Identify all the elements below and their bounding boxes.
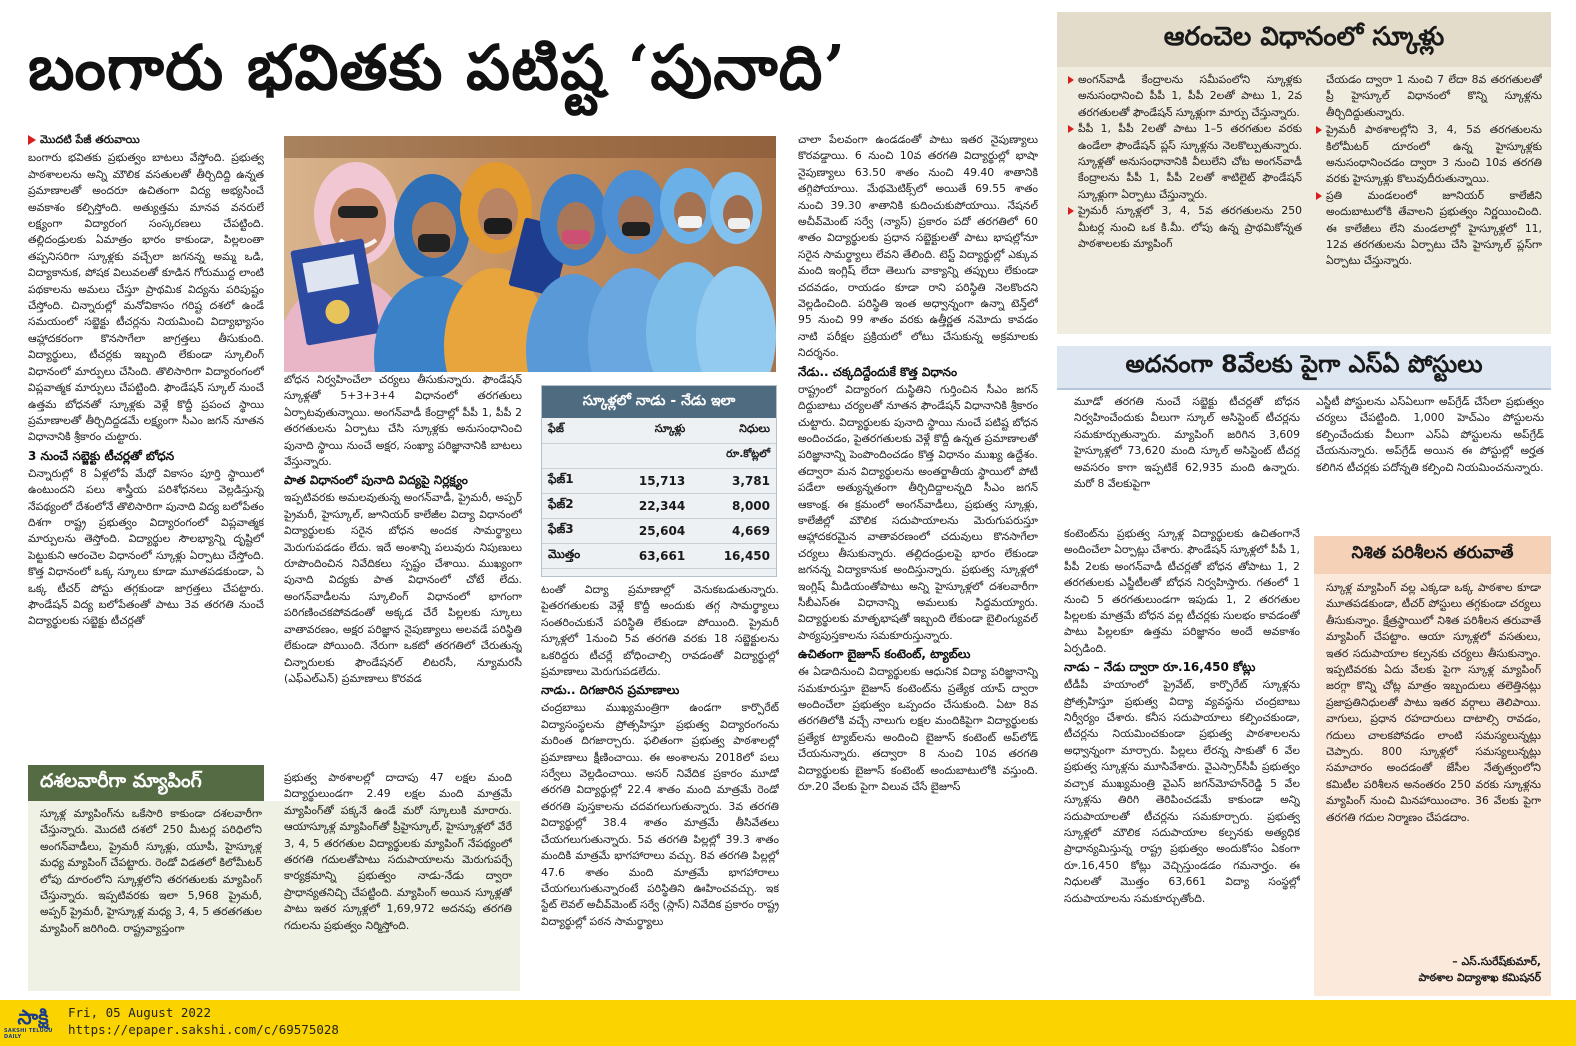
bullet-item: ప్రైమరీ పాఠశాలల్లోని 3, 4, 5వ తరగతులను కిలోమీటర్ దూరంలో ఉన్న హైస్కూళ్లకు అనుసంధానించడం ద్వారా 3 నుంచి 10వ తరగతి వరకు హైస్కూళ్లు కొలువుదీరుతున్నాయి. <box>1316 122 1542 188</box>
edition-url[interactable]: https://epaper.sakshi.com/c/69575028 <box>68 1022 339 1037</box>
sakshi-logo[interactable] <box>4 1003 62 1043</box>
subheading: ఉచితంగా బైజూస్ కంటెంట్, ట్యాబ్‌లు <box>798 647 971 662</box>
schools-cell: 63,661 <box>606 543 691 568</box>
headline: బంగారు భవితకు పటిష్ట ‘పునాది’ <box>28 31 847 104</box>
six-tier-box-title: ఆరంచెల విధానంలో స్కూళ్లు <box>1057 12 1551 67</box>
paragraph: టీడీపీ హయాంలో ప్రైవేట్, కార్పొరేట్ స్కూళ్లను ప్రోత్సహిస్తూ ప్రభుత్వ విద్యా వ్యవస్థను చంద్రబాబు నిర్వీర్యం చేశారు. కనీస సదుపాయాలు కల్పించకుండా, టీచర్లను నియమించకుండా ప్రభుత్వ పాఠశాలలను అధ్వాన్నంగా మార్చారు. పిల్లలు లేరన్న సాకుతో 6 వేల ప్రభుత్వ స్కూళ్లను మూసివేశారు. వైఎస్సార్‌సీపీ ప్రభుత్వం వచ్చాక ముఖ్యమంత్రి వైఎస్ జగన్‌మోహన్‌రెడ్డి 5 వేల స్కూళ్లను తిరిగి తెరిపించడమే కాకుండా అన్ని సదుపాయాలతో టీచర్లను సమకూర్చారు. ప్రభుత్వ స్కూళ్లలో మౌలిక సదుపాయాల కల్పనకు అత్యధిక ప్రాధాన్యమిస్తున్న రాష్ట్ర ప్రభుత్వం అందుకోసం ఏకంగా రూ.16,450 కోట్లు వెచ్చిస్తుండడం గమనార్హం. ఈ నిధులతో మొత్తం 63,661 విద్యా సంస్థల్లో సదుపాయాలను సమకూర్చుతోంది. <box>1064 678 1300 905</box>
funds-cell: 4,669 <box>691 518 776 543</box>
phase-cell: ఫేజ్3 <box>542 518 606 543</box>
paragraph: టంతో విద్యా ప్రమాణాల్లో వెనుకబడుతున్నారు. పైతరగతులకు వెళ్లే కొద్దీ అందుకు తగ్గ సామర్థ్యాలు సంతరించుకునే పరిస్థితి లేకుండా పోయింది. ప్రైమరీ స్కూళ్లలో 1నుంచి 5వ తరగతి వరకు 18 సబ్జెక్టులను ఒకరిద్దరు టీచర్లే బోధించాల్సి రావడంతో విద్యార్థుల్లో ప్రమాణాలు మెరుగుపడలేదు. <box>541 583 779 679</box>
column-header: స్కూళ్లు <box>606 418 691 443</box>
sa-posts-title: అదనంగా 8వేలకు పైగా ఎస్ఏ పోస్టులు <box>1057 346 1551 390</box>
continuation-note[interactable] <box>28 132 264 148</box>
signature-name: – ఎస్.సురేష్‌కుమార్, <box>1452 955 1541 968</box>
nadu-nedu-table-box <box>541 385 777 577</box>
table-row <box>542 518 776 543</box>
column-header: నిధులు <box>691 418 776 443</box>
commissioner-quote-text: స్కూళ్ల మ్యాపింగ్ వల్ల ఎక్కడా ఒక్క పాఠశాల కూడా మూతపడకుండా, టీచర్ పోస్టులు తగ్గకుండా చర్యలు తీసుకున్నాం. క్షేత్రస్థాయిలో నిశిత పరిశీలన తరువాతే మ్యాపింగ్ చేపట్టాం. ఆయా స్కూళ్లలో వసతులు, ఇతర సదుపాయాల కల్పనకు చర్యలు తీసుకున్నాం. ఇప్పటివరకు ఏదు వేలకు పైగా స్కూళ్ల మ్యాపింగ్ జరగ్గా కొన్ని చోట్ల మాత్రం ఇబ్బందులు తలెత్తినట్లు ప్రజాప్రతినిధులతో పాటు ఇతర వర్గాలు తెలిపాయి. వాగులు, ప్రధాన రహదారులు దాటాల్సి రావడం, గదులు చాలకపోవడం లాంటి సమస్యలున్నట్లు చెప్పారు. 800 స్కూళ్లలో సమస్యలున్నట్లు సమాచారం అందడంతో జేసీల నేతృత్వంలోని కమిటీల పరిశీలన అనంతరం 250 వరకు స్కూళ్లను మ్యాపింగ్ నుంచి మినహాయించాం. 36 వేలకు పైగా తరగతి గదుల నిర్మాణం చేపడదాం. <box>1326 581 1541 824</box>
six-tier-left-column <box>1068 72 1302 330</box>
students-illustration <box>284 136 776 372</box>
schools-cell: 22,344 <box>606 493 691 518</box>
table-row <box>542 493 776 518</box>
continuation-label: మొదటి పేజీ తరువాయి <box>40 133 140 146</box>
nadu-nedu-table <box>542 418 776 569</box>
sa-posts-text-right: ఎస్జీటీ పోస్టులను ఎస్ఏలుగా అప్‌గ్రేడ్ చేసేలా ప్రభుత్వం చర్యలు చేపట్టింది. 1,000 హెచ్ఎం పోస్టులను కల్పించేందుకు వీలుగా ఎస్ఏ పోస్టులను అప్‌గ్రేడ్ చేయనున్నారు. అప్‌గ్రేడ్ అయిన ఈ పోస్టుల్లో అర్హత కలిగిన టీచర్లకు పదోన్నతి కల్పించి నియమించనున్నారు. <box>1316 395 1544 474</box>
bullet-arrow-icon <box>1316 126 1322 134</box>
commissioner-box-title: నిశిత పరిశీలన తరువాతే <box>1314 536 1551 574</box>
funds-cell: 3,781 <box>691 468 776 493</box>
funds-cell: 16,450 <box>691 543 776 568</box>
mapping-box-title: దశలవారీగా మ్యాపింగ్ <box>28 765 264 801</box>
table-title: స్కూళ్లలో నాడు - నేడు ఇలా <box>542 386 776 418</box>
students-photo <box>284 136 776 372</box>
funds-cell: 8,000 <box>691 493 776 518</box>
bullet-arrow-icon <box>1068 125 1074 133</box>
subheading: 3 నుంచే సబ్జెక్టు టీచర్లతో బోధన <box>28 448 175 463</box>
article-column-4 <box>541 582 779 994</box>
bullet-item: పీపీ 1, పీపీ 2లతో పాటు 1–5 తరగతుల వరకు ఉండేలా ఫౌండేషన్ ప్లస్ స్కూళ్లను నెలకొల్పుతున్నారు. స్కూళ్లతో అనుసంధానానికి వీలులేని చోట అంగన్‌వాడీ కేంద్రాలను పీపీ 1, పీపీ 2లతో శాటిలైట్ ఫౌండేషన్ స్కూళ్లుగా ఏర్పాటు చేస్తున్నారు. <box>1068 121 1302 203</box>
article-column-5 <box>1064 526 1300 994</box>
arrow-right-icon <box>28 135 36 145</box>
paragraph: చేయడం ద్వారా 1 నుంచి 7 లేదా 8వ తరగతులతో ప్రీ హైస్కూల్ విధానంలో కొన్ని స్కూళ్లను తీర్చిదిద్దుతున్నారు. <box>1326 73 1542 119</box>
subheading: నాడు – నేడు ద్వారా రూ.16,450 కోట్లు <box>1064 660 1256 675</box>
logo-text: సాక్షి <box>17 1005 49 1029</box>
phase-cell: ఫేజ్1 <box>542 468 606 493</box>
article-column-2 <box>284 372 522 762</box>
table-row-total <box>542 543 776 568</box>
subheading: నాడు.. దిగజారిన ప్రమాణాలు <box>541 683 680 698</box>
commissioner-quote-box <box>1314 536 1551 996</box>
article-column-3 <box>798 132 1038 994</box>
six-tier-right-column <box>1316 72 1542 330</box>
column-header: ఫేజ్ <box>542 418 606 443</box>
bullet-item: ప్రైమరీ స్కూళ్లలో 3, 4, 5వ తరగతులను 250 మీటర్ల నుంచి ఒక కి.మీ. లోపు ఉన్న ప్రాథమికోన్నత పాఠశాలలకు మ్యాపింగ్ <box>1068 203 1302 252</box>
mapping-text-right: ప్రభుత్వ పాఠశాలల్లో దాదాపు 47 లక్షల మంది విద్యార్థులుండగా 2.49 లక్షల మంది మాత్రమే మ్యాపింగ్‌తో పక్కనే ఉండే మరో స్కూలుకి మారారు. ఆయాస్కూళ్ల మ్యాపింగ్‌తో ప్రీహైస్కూల్, హైస్కూళ్లలో వేరే 3, 4, 5 తరగతుల విద్యార్థులకు మ్యాపింగ్ నేపథ్యంలో తరగతి గదులతోపాటు సదుపాయాలను మెరుగుపర్చే కార్యక్రమాన్ని ప్రభుత్వం నాడు-నేడు ద్వారా ప్రాధాన్యతనిచ్చి చేపట్టింది. మ్యాపింగ్ అయిన స్కూళ్లతో పాటు ఇతర స్కూళ్లలో 1,69,972 అదనపు తరగతి గదులను ప్రభుత్వం నిర్మిస్తోంది. <box>284 771 512 932</box>
paragraph: కంటెంట్‌ను ప్రభుత్వ స్కూళ్ల విద్యార్థులకు ఉచితంగానే అందించేలా ఏర్పాట్లు చేశారు. ఫౌండేషన్ స్కూళ్లలో పీపీ 1, పీపీ 2లకు అంగన్‌వాడీ టీచర్లతో బోధన తోపాటు 1, 2 తరగతులకు ఎస్జీటీలతో బోధన నిర్వహిస్తారు. గతంలో 1 నుంచి 5 తరగతులుండగా ఇపుడు 1, 2 తరగతుల పిల్లలకు మాత్రమే బోధన వల్ల టీచర్లకు సులభం కావడంతో పాటు పిల్లలకూ ఉత్తమ పరిజ్ఞానం అందే అవకాశం ఏర్పడింది. <box>1064 527 1300 655</box>
paragraph: చాలా పేలవంగా ఉండడంతో పాటు ఇతర నైపుణ్యాలు కొరవడ్డాయి. 6 నుంచి 10వ తరగతి విద్యార్థుల్లో భాషా నైపుణ్యాలు 63.50 శాతం నుంచి 49.40 శాతానికి తగ్గిపోయాయి. మేథమెటిక్స్‌లో అయితే 69.55 శాతం నుంచి 39.30 శాతానికి కుదించుకుపోయాయి. నేషనల్ అచీవ్‌మెంట్ సర్వే (న్యాస్) ప్రకారం పదో తరగతిలో 60 శాతం విద్యార్థులకు ప్రధాన సబ్జెక్టులతో పాటు భాషల్లోనూ సరైన సామర్థ్యాలు లేవని తేలింది. టెస్ట్ విద్యార్థుల్లో ఎక్కువ మంది ఇంగ్లిష్ లేదా తెలుగు వాక్యాన్ని తప్పులు లేకుండా చదవడం, రాయడం కూడా రాని పరిస్థితి నెలకొందని వెల్లడించింది. పరిస్థితి ఇంత అధ్వాన్నంగా ఉన్నా టెన్త్‌లో 95 నుంచి 99 శాతం వరకు ఉత్తీర్ణత నమోదు కావడం నాటి పరీక్షల ప్రక్రియలో లోటు చేసుకున్న అక్రమాలకు నిదర్శనం. <box>798 133 1038 360</box>
sa-posts-text-left: మూడో తరగతి నుంచే సబ్జెక్టు టీచర్లతో బోధన నిర్వహించేందుకు వీలుగా స్కూల్ అసిస్టెంట్ టీచర్లను సమకూర్చుతున్నారు. మ్యాపింగ్ జరిగిన 3,609 హైస్కూళ్లలో 73,620 మంది స్కూల్ అసిస్టెంట్ టీచర్ల అవసరం కాగా ఇప్పటికే 62,935 మంది ఉన్నారు. మరో 8 వేలకుపైగా <box>1074 395 1300 491</box>
bullet-item: ప్రతి మండలంలో జూనియర్ కాలేజీని అందుబాటులోకి తేవాలని ప్రభుత్వం నిర్ణయించింది. ఈ కాలేజీలు లేని మండలాల్లో హైస్కూళ్లలో 11, 12వ తరగతులను ఏర్పాటు చేసి హైస్కూల్ ప్లస్‌గా ఏర్పాటు చేస్తున్నారు. <box>1316 188 1542 270</box>
paragraph: చిన్నారుల్లో 8 ఏళ్లలోపే మేధో వికాసం పూర్తి స్థాయిలో ఉంటుందని పలు శాస్త్రీయ పరిశోధనలు వెల్లడిస్తున్న నేపథ్యంలో దేశంలోనే తొలిసారిగా పునాది విద్య బలోపేతం దిశగా రాష్ట్ర ప్రభుత్వం విద్యారంగంలో విప్లవాత్మక మార్పులను తెస్తోంది. విద్యార్థుల సౌలభ్యాన్ని దృష్టిలో పెట్టుకుని ఆరంచెల విధానంలో స్కూళ్లు ఏర్పాటు చేస్తోంది. కొత్త విధానంలో ఒక్క స్కూలు కూడా మూతపడకుండా, ఏ ఒక్క టీచర్ పోస్టు తగ్గకుండా జాగ్రత్తలు చేపట్టారు. ఫౌండేషన్ విద్య బలోపేతంతో పాటు 3వ తరగతి నుంచే విద్యార్థులకు సబ్జెక్టు టీచర్లతో <box>28 466 264 628</box>
phase-cell: మొత్తం <box>542 543 606 568</box>
paragraph: ఈ ఏడాదినుంచి విద్యార్థులకు ఆధునిక విద్యా పరిజ్ఞానాన్ని సమకూరుస్తూ బైజూస్ కంటెంట్‌ను ప్రత్యేక యాప్ ద్వారా అందించేలా ప్రభుత్వం ఒప్పందం చేసుకుంది. ఏటా 8వ తరగతిలోకి వచ్చే నాలుగు లక్షల మందికిపైగా విద్యార్థులకు ప్రత్యేక ట్యాబ్‌లను అందించి బైజూస్ కంటెంట్ అప్‌లోడ్ చేయనున్నారు. తద్వారా 8 నుంచి 10వ తరగతి విద్యార్థులకు బైజూస్ కంటెంట్ అందుబాటులోకి వస్తుంది. రూ.20 వేలకు పైగా విలువ చేసే బైజూస్ <box>798 665 1038 794</box>
schools-cell: 25,604 <box>606 518 691 543</box>
paragraph: ఇప్పటివరకు అమలవుతున్న అంగన్‌వాడీ, ప్రైమరీ, అప్పర్ ప్రైమరీ, హైస్కూల్, జూనియర్ కాలేజీల విద్యా విధానంలో విద్యార్థులకు సరైన బోధన అందక సామర్థ్యాలు మెరుగుపడడం లేదు. ఇదే అంశాన్ని పలువురు నిపుణులు రూపొందించిన నివేదికలు స్పష్టం చేశాయి. ముఖ్యంగా పునాది విద్యకు పాత విధానంలో చోటే లేదు. అంగన్‌వాడీలను స్కూలింగ్ విధానంలో భాగంగా పరిగణించకపోవడంతో అక్కడ చేరే పిల్లలకు స్కూలు వాతావరణం, అక్షర పరిజ్ఞాన నైపుణ్యాలు అలవడే పరిస్థితి లేకుండా పోయింది. నేరుగా ఒకటో తరగతిలో చేరుతున్న చిన్నారులకు ఫౌండేషనల్ లిటరసీ, న్యూమరసీ (ఎఫ్ఎల్ఎన్) ప్రమాణాలు కొరవడ <box>284 491 522 685</box>
subheading: నేడు.. చక్కదిద్దేందుకే కొత్త విధానం <box>798 364 958 379</box>
paragraph: బంగారు భవితకు ప్రభుత్వం బాటలు వేస్తోంది. ప్రభుత్వ పాఠశాలలను అన్ని మౌలిక వసతులతో తీర్చిదిద్ది ఉన్నత ప్రమాణాలతో అందరూ ఉచితంగా విద్య అభ్యసించే అవకాశం కల్పిస్తోంది. అత్యుత్తమ మానవ వనరులే లక్ష్యంగా విద్యారంగ సంస్కరణలు చేపట్టింది. తల్లిదండ్రులకు ఏమాత్రం భారం కాకుండా, పిల్లలంతా తప్పనిసరిగా స్కూళ్లకు వచ్చేలా జగనన్న అమ్మ ఒడి, విద్యాకానుక, పోషక విలువలతో కూడిన గోరుముద్ద లాంటి పథకాలను అమలు చేస్తూ ప్రాథమిక విద్యను పరిపుష్టం చేస్తోంది. చిన్నారుల్లో మనోవికాసం గరిష్ట దశలో ఉండే సమయంలో సబ్జెక్టు టీచర్లను నియమించి విద్యాభ్యాసం ఆహ్లాదకరంగా కొనసాగేలా జాగ్రత్తలు తీసుకుంది. విద్యార్థులు, టీచర్లకు ఇబ్బంది లేకుండా స్కూలింగ్ విధానంలో మార్పులు చేసింది. తొలిసారిగా విద్యారంగంలో విప్లవాత్మక మార్పులు చేపట్టింది. ఫౌండేషన్ స్కూల్ నుంచే ఉత్తమ బోధనతో స్కూళ్లకు వెళ్లే కొద్దీ ప్రపంచ స్థాయి ప్రమాణాలతో తీర్చిదిద్దడమే లక్ష్యంగా సీఎం జగన్ నూతన విధానానికి శ్రీకారం చుట్టారు. <box>28 151 264 444</box>
footer-info <box>68 1004 339 1038</box>
phase-cell: ఫేజ్2 <box>542 493 606 518</box>
bullet-arrow-icon <box>1316 192 1322 200</box>
bullet-arrow-icon <box>1068 76 1074 84</box>
edition-date: Fri, 05 August 2022 <box>68 1005 211 1020</box>
mapping-text-left: స్కూళ్ల మ్యాపింగ్‌ను ఒకేసారి కాకుండా దశలవారీగా చేస్తున్నారు. మొదటి దశలో 250 మీటర్ల పరిధిలోని అంగన్‌వాడీలు, ప్రైమరీ స్కూళ్లు, యూపీ, హైస్కూళ్ల మధ్య మ్యాపింగ్ చేపట్టారు. రెండో విడతలో కిలోమీటర్ లోపు దూరంలోని స్కూళ్లలోని తరగతులకు మ్యాపింగ్ చేస్తున్నారు. ఇప్పటివరకు ఇలా 5,968 ప్రైమరీ, అప్పర్ ప్రైమరీ, హైస్కూళ్ల మధ్య 3, 4, 5 తరతగతుల మ్యాపింగ్ జరిగింది. రాష్ట్రవ్యాప్తంగా <box>40 807 262 935</box>
schools-cell: 15,713 <box>606 468 691 493</box>
table-unit-row <box>542 443 776 468</box>
bullet-item: అంగన్‌వాడీ కేంద్రాలను సమీపంలోని స్కూళ్లకు అనుసంధానించి పీపీ 1, పీపీ 2లతో పాటు 1, 2వ తరగతులతో ఫౌండేషన్ స్కూళ్లుగా మార్పు చేస్తున్నారు. <box>1068 72 1302 121</box>
table-header-row <box>542 418 776 443</box>
bullet-arrow-icon <box>1068 207 1074 215</box>
table-row <box>542 468 776 493</box>
subheading: పాత విధానంలో పునాది విద్యపై నిర్లక్ష్యం <box>284 473 468 488</box>
signature-title: పాఠశాల విద్యాశాఖ కమిషనర్ <box>1418 971 1541 985</box>
logo-subtext: SAKSHI TELUGU DAILY <box>4 1028 53 1040</box>
paragraph: చంద్రబాబు ముఖ్యమంత్రిగా ఉండగా కార్పొరేట్ విద్యాసంస్థలను ప్రోత్సహిస్తూ ప్రభుత్వ విద్యారంగంను మరింత దిగజార్చారు. ఫలితంగా ప్రభుత్వ పాఠశాలల్లో ప్రమాణాలు క్షీణించాయి. ఈ అంశాలను 2018లో పలు సర్వేలు వెల్లడించాయి. అసర్ నివేదిక ప్రకారం మూడో తరగతి విద్యార్థుల్లో 22.4 శాతం మంది మాత్రమే రెండో తరగతి పుస్తకాలను చదవగలుగుతున్నారు. 3వ తరగతి విద్యార్థుల్లో 38.4 శాతం మాత్రమే తీసివేతలు చేయగలుగుతున్నారు. 5వ తరగతి పిల్లల్లో 39.3 శాతం మందికి మాత్రమే భాగహారాలు వచ్చు. 8వ తరగతి పిల్లల్లో 47.6 శాతం మంది మాత్రమే భాగహారాలు చేయగలుగుతున్నారంటే పరిస్థితిని ఊహించవచ్చు. ఇక స్టేట్ లెవల్ అచీవ్‌మెంట్ సర్వే (స్లాస్) నివేదిక ప్రకారం రాష్ట్ర విద్యార్థుల్లో పఠన సామర్థ్యాలు <box>541 701 779 928</box>
unit-label: రూ.కోట్లలో <box>691 443 776 468</box>
paragraph: బోధన నిర్వహించేలా చర్యలు తీసుకున్నారు. ఫౌండేషన్ స్కూళ్లతో 5+3+3+4 విధానంలో తరగతులు ఏర్పాటవుతున్నాయి. అంగన్‌వాడీ కేంద్రాల్లో పీపీ 1, పీపీ 2 తరగతులను ఏర్పాటు చేసి స్కూళ్లకు అనుసంధానించి పునాది స్థాయి నుంచే అక్షర, సంఖ్యా పరిజ్ఞానానికి బాటలు వేస్తున్నారు. <box>284 373 522 469</box>
article-column-1 <box>28 132 264 760</box>
paragraph: రాష్ట్రంలో విద్యారంగ దుస్థితిని గుర్తించిన సీఎం జగన్ దిద్దుబాటు చర్యలతో నూతన ఫౌండేషన్ విధానానికి శ్రీకారం చుట్టారు. విద్యార్థులకు పునాది స్థాయి నుంచే పటిష్ట బోధన అందించడం, పైతరగతులకు వెళ్లే కొద్దీ ఉన్నత ప్రమాణాలతో పరిజ్ఞానాన్ని పెంపొందించడం కొత్త విధానం ముఖ్య ఉద్దేశం. తద్వారా మన విద్యార్థులను అంతర్జాతీయ స్థాయిలో పోటీ పడేలా అత్యున్నతంగా తీర్చిదిద్దాలన్నది సీఎం జగన్ ఆకాంక్ష. ఈ క్రమంలో అంగన్‌వాడీలు, ప్రభుత్వ స్కూళ్లు, కాలేజీల్లో మౌలిక సదుపాయాలను మెరుగుపరుస్తూ ఆహ్లాదకరమైన వాతావరణంలో చదువులు కొనసాగేలా చర్యలు తీసుకున్నారు. తల్లిదండ్రులపై భారం లేకుండా జగనన్న విద్యాకానుక అందిస్తున్నారు. ప్రభుత్వ స్కూళ్లలో ఇంగ్లిష్ మీడియంతోపాటు అన్ని హైస్కూళ్లలో దశలవారీగా సీబీఎస్ఈ విధానాన్ని అమలుకు సిద్ధమయ్యారు. విద్యార్థులకు మాతృభాషతో ఇబ్బంది లేకుండా బైలింగ్యువల్ పాఠ్యపుస్తకాలను సమకూరుస్తున్నారు. <box>798 382 1038 642</box>
